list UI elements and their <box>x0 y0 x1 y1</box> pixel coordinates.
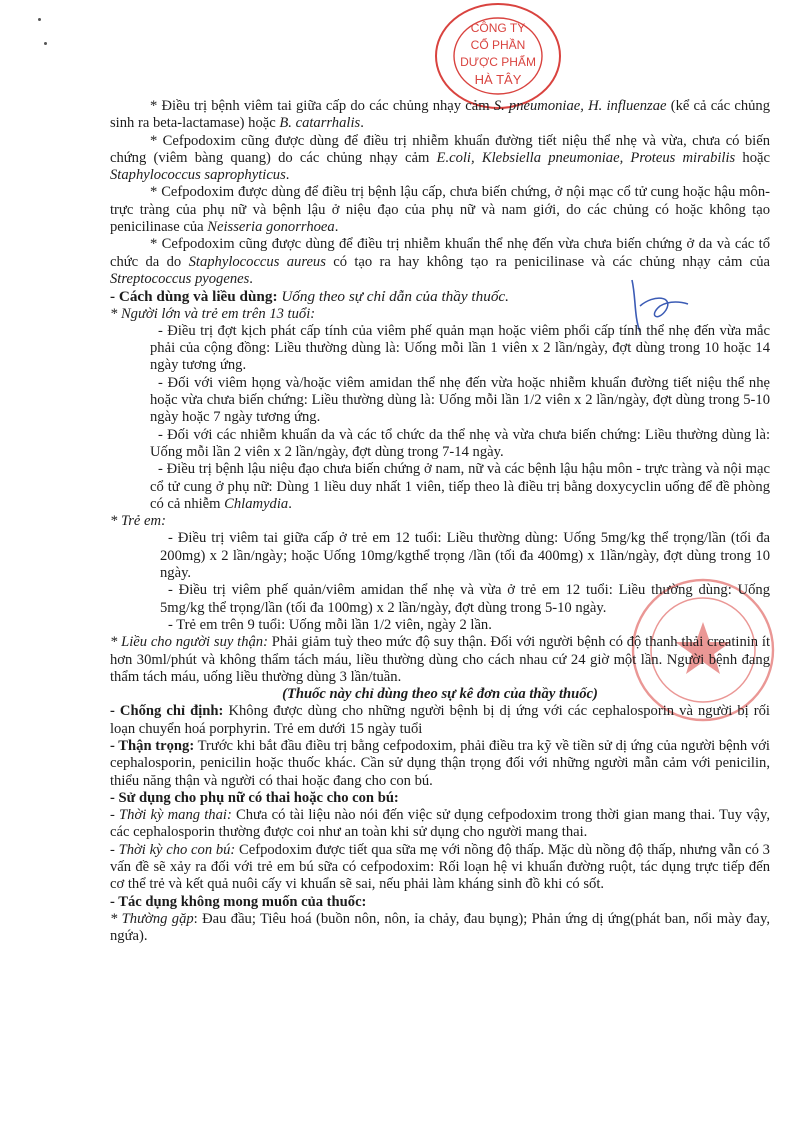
adult-heading: * Người lớn và trẻ em trên 13 tuổi: <box>110 305 316 322</box>
adult-item-pharyngitis: - Đối với viêm họng và/hoặc viêm amidan thể nhẹ đến vừa hoặc nhiễm khuẩn đường tiết niệu thể nhẹ hoặc vừa chưa biến chứng: Liều thường dùng là: Uống mỗi lần 1/2 viên x 2 lần/ngày, đợt dùng trong 5-10 ngày hoặc 7 ngày tương ứng. <box>150 374 770 426</box>
pregnancy-heading: - Sử dụng cho phụ nữ có thai hoặc cho con bú: <box>110 789 399 806</box>
scan-speck <box>44 42 47 45</box>
indication-ear: * Điều trị bệnh viêm tai giữa cấp do các chủng nhạy cảm S. pneumoniae, H. influenzae (kể cả các chủng sinh ra beta-lactamase) hoặc B. catarrhalis. <box>110 98 771 132</box>
leaflet-text <box>110 98 770 946</box>
scan-speck <box>38 18 41 21</box>
adverse-heading: - Tác dụng không mong muốn của thuốc: <box>110 893 367 910</box>
child-item-age9: - Trẻ em trên 9 tuổi: Uống mỗi lần 1/2 viên, ngày 2 lần. <box>168 616 492 633</box>
child-heading: * Trẻ em: <box>110 513 166 530</box>
child-item-otitis: - Điều trị viêm tai giữa cấp ở trẻ em 12 tuổi: Liều thường dùng: Uống 5mg/kg thể trọng/lần (tối đa 200mg) x 2 lần/ngày; hoặc Uống 10mg/kgthể trọng /lần (tối đa 400mg) x 1lần/ngày, đợt dùng trong 10 ngày. <box>160 530 770 582</box>
indication-urinary: * Cefpodoxim cũng được dùng để điều trị nhiễm khuẩn đường tiết niệu thể nhẹ và vừa, chưa có biến chứng (viêm bàng quang) do các chủng nhạy cảm E.coli, Klebsiella pneumoniae, Proteus mirabilis hoặc Staphylococcus saprophyticus. <box>110 132 770 184</box>
dosage-heading: - Cách dùng và liều dùng: Uống theo sự chỉ dẫn của thầy thuốc. <box>110 288 509 306</box>
stamp-line-2: CỔ PHẦN <box>470 38 526 52</box>
adult-item-skin: - Đối với các nhiễm khuẩn da và các tổ chức da thể nhẹ và vừa chưa biến chứng: Liều thường dùng là: Uống mỗi lần 2 viên x 2 lần/ngày, đợt dùng trong 7-14 ngày. <box>150 426 770 460</box>
indication-gonorrhea: * Cefpodoxim được dùng để điều trị bệnh lậu cấp, chưa biến chứng, ở nội mạc cổ tử cung hoặc hậu môn- trực tràng của phụ nữ và bệnh lậu ở niệu đạo của phụ nữ và nam giới, do các chủng có hoặc không tạo penicilinase của Neisseria gonorrhoea. <box>110 184 770 236</box>
pregnancy-text: - Thời kỳ mang thai: Chưa có tài liệu nào nói đến việc sử dụng cefpodoxim trong thời gian mang thai. Tuy vậy, các cephalosporin thường được coi như an toàn khi sử dụng cho người mang thai. <box>110 807 770 841</box>
renal-dosage: * Liều cho người suy thận: Phải giảm tuỳ theo mức độ suy thận. Đối với người bệnh có độ thanh thải creatinin ít hơn 30ml/phút và không thẩm tách máu, liều thường dùng cho cách nhau cứ 24 giờ một lần. Người bệnh đang thẩm tách máu, uống liều thường dùng 3 lần/tuần. <box>110 634 770 685</box>
lactation-text: - Thời kỳ cho con bú: Cefpodoxim được tiết qua sữa mẹ với nồng độ thấp. Mặc dù nồng độ thấp, nhưng vẫn có 3 vấn đề sẽ xảy ra đối với trẻ em bú sữa có cefpodoxim: Rối loạn hệ vi khuẩn đường ruột, tác dụng trực tiếp đến cơ thể trẻ và kết quả nuôi cấy vi khuẩn sẽ sai, nếu phải làm kháng sinh đồ khi có sốt. <box>110 841 770 893</box>
company-stamp <box>432 2 564 110</box>
adult-item-gonorrhea: - Điều trị bệnh lậu niệu đạo chưa biến chứng ở nam, nữ và các bệnh lậu hậu môn - trực tràng và nội mạc cổ tử cung ở phụ nữ: Dùng 1 liều duy nhất 1 viên, tiếp theo là điều trị bằng doxycyclin uống để đề phòng có cả nhiễm Chlamydia. <box>150 461 770 512</box>
stamp-line-4: HÀ TÂY <box>474 72 522 87</box>
indication-skin: * Cefpodoxim cũng được dùng để điều trị nhiễm khuẩn thể nhẹ đến vừa chưa biến chứng ở da và các tổ chức da do Staphylococcus aureus có tạo ra hay không tạo ra penicilinase và các chủng nhạy cảm của Streptococcus pyogenes. <box>110 236 770 287</box>
child-item-bronchitis: - Điều trị viêm phế quản/viêm amidan thể nhẹ và vừa ở trẻ em 12 tuổi: Liều thường dùng: Uống 5mg/kg thể trọng/lần (tối đa 100mg) x 2 lần/ngày, đợt dùng trong 5-10 ngày. <box>160 582 770 616</box>
stamp-line-3: DƯỢC PHẨM <box>460 55 536 69</box>
prescription-note: (Thuốc này chỉ dùng theo sự kê đơn của thầy thuốc) <box>282 686 598 703</box>
precautions: - Thận trọng: Trước khi bắt đầu điều trị bằng cefpodoxim, phải điều tra kỹ về tiền sử dị ứng của người bệnh với cephalosporin, penicilin hoặc thuốc khác. Cần sử dụng thận trọng đối với những người mẫn cảm với penicilin, thiểu năng thận và người có thai hoặc đang cho con bú. <box>110 737 770 789</box>
adult-item-bronchitis: - Điều trị đợt kịch phát cấp tính của viêm phế quản mạn hoặc viêm phổi cấp tính thể nhẹ đến vừa mắc phải của cộng đồng: Liều thường dùng là: Uống mỗi lần 1 viên x 2 lần/ngày, đợt dùng trong 10 hoặc 14 ngày tương ứng. <box>150 322 770 374</box>
adverse-common: * Thường gặp: Đau đầu; Tiêu hoá (buồn nôn, nôn, ỉa chảy, đau bụng); Phản ứng dị ứng(phát ban, nổi mày đay, ngứa). <box>110 910 770 945</box>
stamp-line-1: CÔNG TY <box>470 21 526 35</box>
contraindications: - Chống chỉ định: Không được dùng cho những người bệnh bị dị ứng với các cephalosporin và người bị rối loạn chuyển hoá porphyrin. Trẻ em dưới 15 ngày tuổi <box>110 703 770 737</box>
